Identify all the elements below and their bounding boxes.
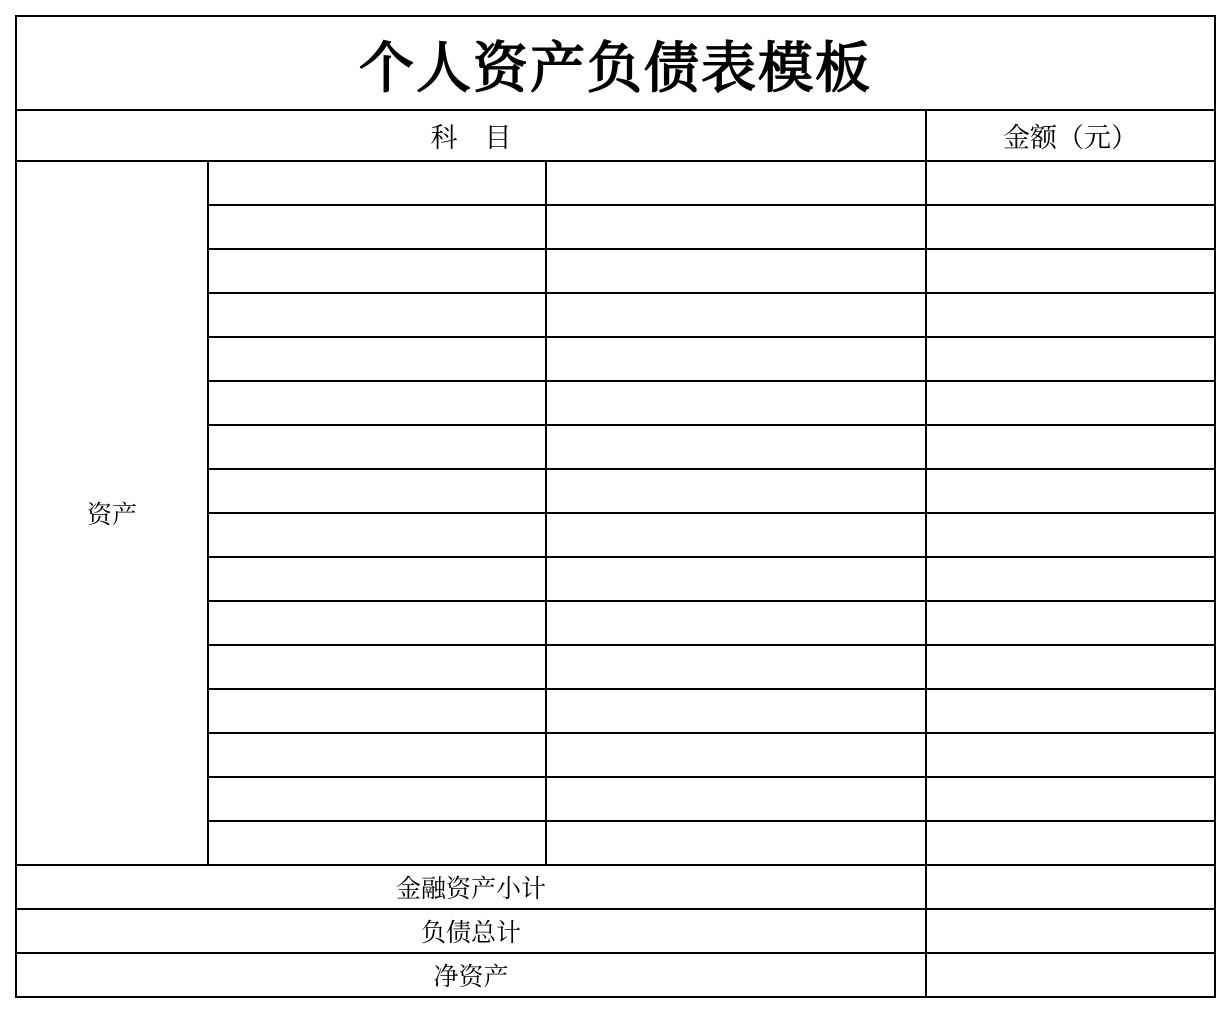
asset-amount-cell[interactable]	[926, 689, 1215, 733]
asset-detail-cell[interactable]	[546, 425, 926, 469]
summary-label: 负债总计	[16, 909, 926, 953]
asset-detail-cell[interactable]	[546, 777, 926, 821]
asset-item-cell[interactable]	[208, 601, 546, 645]
asset-item-cell[interactable]	[208, 337, 546, 381]
sheet-title: 个人资产负债表模板	[16, 16, 1215, 110]
asset-detail-cell[interactable]	[546, 513, 926, 557]
asset-detail-cell[interactable]	[546, 733, 926, 777]
asset-amount-cell[interactable]	[926, 249, 1215, 293]
asset-amount-cell[interactable]	[926, 777, 1215, 821]
asset-detail-cell[interactable]	[546, 161, 926, 205]
asset-amount-cell[interactable]	[926, 733, 1215, 777]
asset-item-cell[interactable]	[208, 381, 546, 425]
asset-detail-cell[interactable]	[546, 381, 926, 425]
summary-amount-cell[interactable]	[926, 953, 1215, 997]
asset-detail-cell[interactable]	[546, 469, 926, 513]
asset-amount-cell[interactable]	[926, 381, 1215, 425]
asset-amount-cell[interactable]	[926, 821, 1215, 865]
asset-amount-cell[interactable]	[926, 293, 1215, 337]
asset-detail-cell[interactable]	[546, 293, 926, 337]
asset-amount-cell[interactable]	[926, 645, 1215, 689]
asset-amount-cell[interactable]	[926, 469, 1215, 513]
subject-header: 科 目	[16, 110, 926, 161]
asset-amount-cell[interactable]	[926, 337, 1215, 381]
amount-header: 金额（元）	[926, 110, 1215, 161]
title-row	[16, 16, 1215, 110]
asset-item-cell[interactable]	[208, 557, 546, 601]
asset-item-cell[interactable]	[208, 733, 546, 777]
header-row	[16, 110, 1215, 161]
balance-sheet-table	[15, 15, 1216, 998]
asset-detail-cell[interactable]	[546, 249, 926, 293]
asset-item-cell[interactable]	[208, 777, 546, 821]
asset-item-cell[interactable]	[208, 645, 546, 689]
asset-item-cell[interactable]	[208, 293, 546, 337]
asset-amount-cell[interactable]	[926, 425, 1215, 469]
asset-detail-cell[interactable]	[546, 557, 926, 601]
asset-item-cell[interactable]	[208, 161, 546, 205]
asset-item-cell[interactable]	[208, 205, 546, 249]
summary-label: 净资产	[16, 953, 926, 997]
summary-row	[16, 953, 1215, 997]
summary-amount-cell[interactable]	[926, 909, 1215, 953]
asset-item-cell[interactable]	[208, 425, 546, 469]
asset-detail-cell[interactable]	[546, 205, 926, 249]
asset-item-cell[interactable]	[208, 513, 546, 557]
asset-amount-cell[interactable]	[926, 161, 1215, 205]
summary-row	[16, 909, 1215, 953]
summary-row	[16, 865, 1215, 909]
asset-group-label: 资产	[16, 161, 208, 865]
asset-detail-cell[interactable]	[546, 821, 926, 865]
asset-amount-cell[interactable]	[926, 601, 1215, 645]
asset-item-cell[interactable]	[208, 469, 546, 513]
asset-amount-cell[interactable]	[926, 205, 1215, 249]
asset-item-cell[interactable]	[208, 821, 546, 865]
asset-row	[16, 161, 1215, 205]
asset-detail-cell[interactable]	[546, 337, 926, 381]
summary-amount-cell[interactable]	[926, 865, 1215, 909]
asset-detail-cell[interactable]	[546, 645, 926, 689]
asset-amount-cell[interactable]	[926, 557, 1215, 601]
asset-item-cell[interactable]	[208, 249, 546, 293]
asset-detail-cell[interactable]	[546, 689, 926, 733]
asset-amount-cell[interactable]	[926, 513, 1215, 557]
asset-detail-cell[interactable]	[546, 601, 926, 645]
asset-item-cell[interactable]	[208, 689, 546, 733]
summary-label: 金融资产小计	[16, 865, 926, 909]
